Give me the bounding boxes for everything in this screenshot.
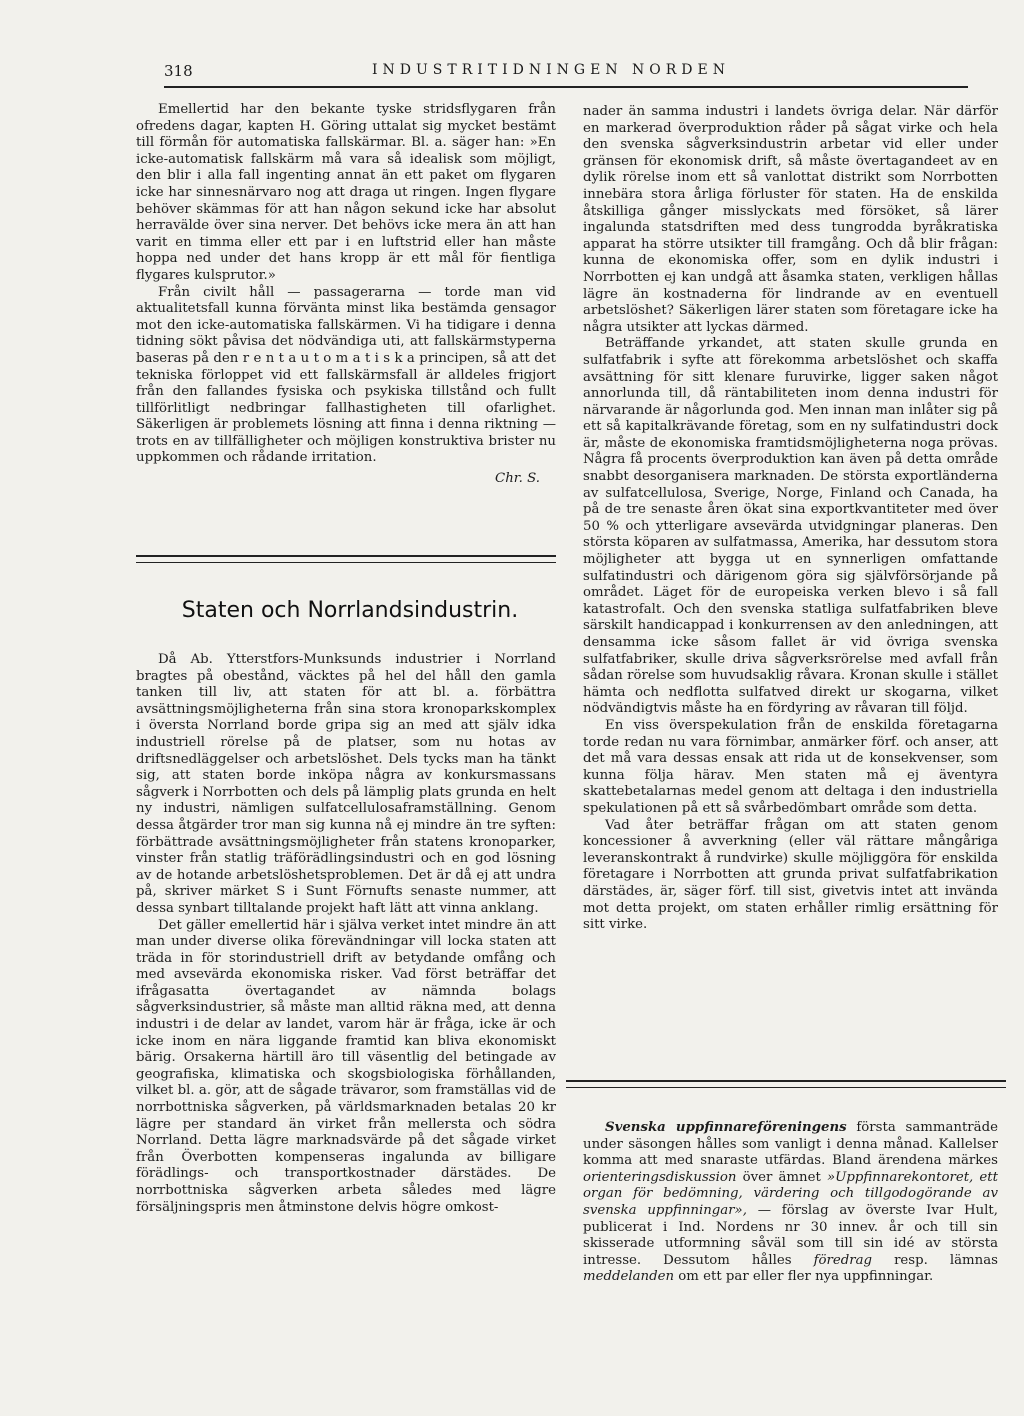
- notice-paragraph: [583, 1120, 998, 1286]
- notice-emphasis: »Uppfinnarekontoret, ett organ för bedömning, värdering och tillgodogörande av svenska uppfinningar»,: [583, 1169, 998, 1218]
- left-column-continuation: [136, 102, 556, 488]
- notice-text: — förslag av överste Ivar Hult, publicerat i Ind. Nordens nr 30 innev. år och till sin skisserade utformning såväl som till sin idé av största intresse. Dessutom hålles: [583, 1202, 998, 1268]
- notice-box: [583, 1120, 998, 1286]
- notice-emphasis: orienteringsdiskussion: [583, 1169, 737, 1185]
- notice-text: om ett par eller fler nya uppfinningar.: [674, 1269, 934, 1285]
- page-number: 318: [164, 62, 193, 80]
- paragraph: En viss överspekulation från de enskilda företagarna torde redan nu vara förnimbar, anmärker förf. och anser, att det må vara dessas ensak att rida ut de konsekvenser, som kunna följa härav. Men staten må ej äventyra skattebetalarnas medel genom att deltaga i den industriella spekulationen på ett så svårbedömbart område som detta.: [583, 717, 998, 816]
- article-title: Staten och Norrlandsindustrin.: [181, 598, 519, 623]
- running-title: INDUSTRITIDNINGEN NORDEN: [372, 62, 730, 78]
- section-divider: [566, 1080, 1006, 1088]
- paragraph: Då Ab. Ytterstfors-Munksunds industrier i Norrland bragtes på obestånd, väcktes på hel del håll den gamla tanken till liv, att staten för att bl. a. förbättra avsättningsmöjligheterna från sina stora kronoparkskomplex i översta Norrland borde gripa sig an med att själv idka industriell rörelse på de platser, som nu hotas av driftsnedläggelser och arbetslöshet. Dels tycks man ha tänkt sig, att staten borde inköpa några av konkursmassans sågverk i Norrbotten och dels på lämplig plats grunda en helt ny industri, nämligen sulfatcellulosaframställning. Genom dessa åtgärder tror man sig kunna nå ej mindre än tre syften: förbättrade avsättningsmöjligheter från statens kronoparker, vinster från statlig träförädlingsindustri och en god lösning av de hotande arbetslöshetsproblemen. Det är då ej att undra på, skriver märket S i Sunt Förnufts senaste nummer, att dessa synbart tilltalande projekt haft lätt att vinna anklang.: [136, 652, 556, 916]
- section-divider: [136, 555, 556, 563]
- paragraph: nader än samma industri i landets övriga delar. När därför en markerad överproduktion råder på sågat virke och hela den svenska sågverksindustrin arbetar vid eller under gränsen för ekonomisk drift, så måste övertagandeet av en dylik rörelse inom ett så vanlottat distrikt som Norrbotten innebära stora årliga förluster för staten. Ha de enskilda åtskilliga gånger misslyckats med försöket, så lärer ingalunda statsdriften med dess tungrodda byråkratiska apparat ha större utsikter till framgång. Och då blir frågan: kunna de ekonomiska offer, som en dylik industri i Norrbotten ej kan undgå att åsamka staten, verkligen hållas lägre än kostnaderna för lindrande av en eventuell arbetslöshet? Säkerligen lärer staten som företagare icke ha några utsikter att lyckas därmed.: [583, 104, 998, 335]
- left-column-article: [136, 652, 556, 1216]
- notice-lead: Svenska uppfinnareföreningens: [605, 1120, 847, 1135]
- page-header: [164, 62, 968, 88]
- signature: Chr. S.: [495, 471, 540, 487]
- notice-emphasis: meddelanden: [583, 1269, 675, 1285]
- notice-text: resp. lämnas: [872, 1252, 998, 1268]
- paragraph: Vad åter beträffar frågan om att staten genom koncessioner å avverkning (eller väl rättare mångåriga leveranskontrakt å rundvirke) skulle möjliggöra för enskilda företagare i Norrbotten att grunda privat sulfatfabrikation därstädes, är, säger förf. till sist, givetvis intet att invända mot detta projekt, om staten erhåller rimlig ersättning för sitt virke.: [583, 817, 998, 933]
- right-column-article: [583, 104, 998, 934]
- notice-emphasis: föredrag: [813, 1252, 873, 1268]
- notice-text: över ämnet: [736, 1169, 827, 1185]
- paragraph: Emellertid har den bekante tyske stridsflygaren från ofredens dagar, kapten H. Göring uttalat sig mycket bestämt till förmån för automatiska fallskärmar. Bl. a. säger han: »En icke-automatisk fallskärm må vara så idealisk som möjligt, den blir i alla fall ingenting annat än ett paket om flygaren icke har sinnesnärvaro nog att draga ut ringen. Ingen flygare behöver skämmas för att han någon sekund icke har absolut herravälde över sina nerver. Det behövs icke mera än att han varit en timma eller ett par i en luftstrid eller han måste hoppa ned under det hans kropp är ett mål för fientliga flygares kulsprutor.»: [136, 102, 556, 283]
- header-rule: [164, 86, 968, 88]
- paragraph: Beträffande yrkandet, att staten skulle grunda en sulfatfabrik i syfte att förekomma arbetslöshet och skaffa avsättning för sitt klenare furuvirke, ligger saken något annorlunda till, då räntabiliteten inom denna industri för närvarande är någorlunda god. Men innan man inlåter sig på ett så kapitalkrävande företag, som en ny sulfatindustri dock är, måste de ekonomiska framtidsmöjligheterna noga prövas. Några få procents överproduktion kan även på detta område snabbt desorganisera marknaden. De största exportländerna av sulfatcellulosa, Sverige, Norge, Finland och Canada, ha på de tre senaste åren ökat sina exportkvantiteter med över 50 % och ytterligare avsevärda utvidgningar planeras. Den största köparen av sulfatmassa, Amerika, har dessutom stora möjligheter att bygga ut en synnerligen omfattande sulfatindustri och därigenom göra sig självförsörjande på området. Läget för de europeiska verken blevo i så fall katastrofalt. Och den svenska statliga sulfatfabriken bleve särskilt handicappad i konkurrensen av den anledningen, att densamma icke såsom fallet är vid övriga svenska sulfatfabriker, skulle driva sågverksrörelse med avfall från sådan rörelse som huvudsaklig råvara. Kronan skulle i stället hämta och nedflotta sulfatved direkt ur skogarna, vilket nödvändigtvis måste ha en fördyring av råvaran till följd.: [583, 336, 998, 717]
- paragraph: Från civilt håll — passagerarna — torde man vid aktualitetsfall kunna förvänta minst lika bestämda gensagor mot den icke-automatiska fallskärmen. Vi ha tidigare i denna tidning sökt påvisa det nödvändiga uti, att fallskärmstyperna baseras på den r e n t a u t o m a t i s k a principen, så att det tekniska förloppet vid ett fallskärmsfall är alldeles frigjort från den fallandes fysiska och psykiska tillstånd och fullt tillförlitligt nedbringar fallhastigheten till ofarlighet. Säkerligen är problemets lösning att finna i denna riktning — trots en av tillfälligheter och möjligen konstruktiva brister nu uppkommen och rådande irritation.: [136, 284, 556, 466]
- notice-text: första sammanträde under säsongen hålles som vanligt i denna månad. Kallelser komma att med snaraste utfärdas. Bland ärendena märkes: [583, 1120, 998, 1169]
- paragraph: Det gäller emellertid här i själva verket intet mindre än att man under diverse olika förevändningar vill locka staten att träda in för storindustriell drift av betydande omfång och med avsevärda ekonomiska risker. Vad först beträffar det ifrågasatta övertagandet av nämnda bolags sågverksindustrier, så måste man alltid räkna med, att denna industri i de delar av landet, varom här är fråga, icke är och icke inom en nära liggande framtid kan bliva ekonomiskt bärig. Orsakerna härtill äro till väsentlig del betingade av geografiska, klimatiska och skogsbiologiska förhållanden, vilket bl. a. gör, att de sågade trävaror, som framställas vid de norrbottniska sågverken, på världsmarknaden betalas 20 kr lägre per standard än virket från mellersta och södra Norrland. Detta lägre marknadsvärde på det sågade virket från Överbotten kompenseras ingalunda av billigare förädlings- och transportkostnader därstädes. De norrbottniska sågverken arbeta således med lägre försäljningspris men åtminstone delvis högre omkost-: [136, 917, 556, 1215]
